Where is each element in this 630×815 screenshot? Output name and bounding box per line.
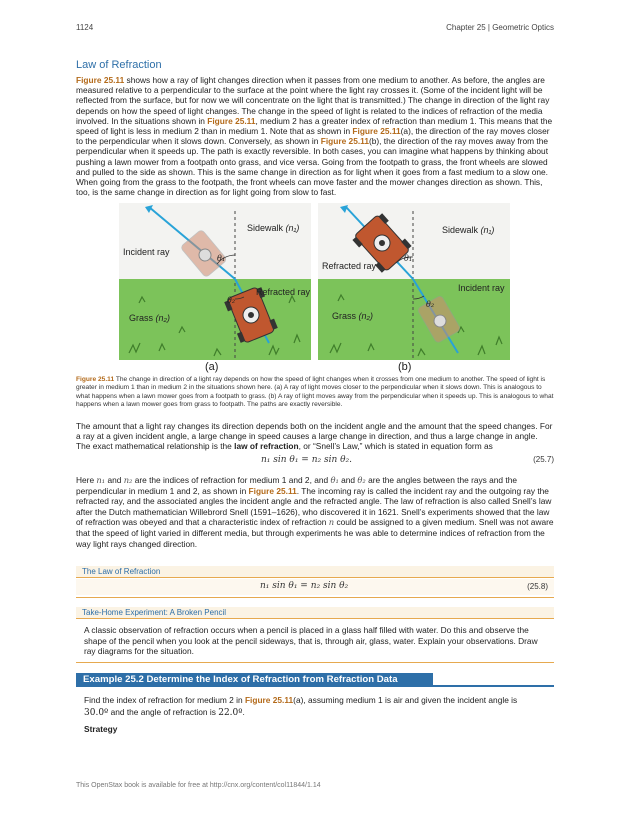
page-footer: This OpenStax book is available for free at http://cnx.org/content/col11844/1.14 (76, 782, 321, 789)
figure-link[interactable]: Figure 25.11 (244, 695, 294, 705)
example-header (76, 673, 554, 687)
figure-link[interactable]: Figure 25.11 (207, 115, 256, 126)
grass-label: Grass (n₂) (129, 313, 170, 323)
law-box-title: The Law of Refraction (76, 566, 554, 578)
theta2-label: θ₂ (227, 296, 236, 305)
strategy-heading: Strategy (84, 724, 118, 734)
theta1-label: θ₁ (217, 254, 226, 263)
section-title: Law of Refraction (76, 59, 162, 71)
example-title: Example 25.2 Determine the Index of Refraction from Refraction Data (76, 673, 433, 687)
figure-panel-b (318, 203, 510, 360)
caption-figure-ref: Figure 25.11 (76, 376, 115, 383)
incident-ray-label: Incident ray (458, 283, 505, 293)
intro-paragraph: Figure 25.11 shows how a ray of light changes direction when it passes from one medium to another. As before, the angles are measured relative to a perpendicular to the surface at the point where the light ray crosses it. (Some of the incident light will be reflected from the surface, but for now we will concentrate on the light that is transmitted.) The change in direction of the light ray depends on how the speed of light changes. The change in the speed of light is related to the indices of refraction of the media involved. In the situations shown in Figure 25.11, medium 2 has a greater index of refraction than medium 1. This means that the speed of light is less in medium 2 than in medium 1. Note that as shown in Figure 25.11(a), the direction of the ray moves closer to the perpendicular when it slows down. Conversely, as shown in Figure 25.11(b), the direction of the ray moves away from the perpendicular when it speeds up. The path is exactly reversible. In both cases, you can imagine what happens by thinking about pushing a lawn mower from a footpath onto grass, and vice versa. Going from the footpath to grass, the front wheels are slowed and pulled to the side as shown. This is the same change in direction as for light when it goes from a fast medium to a slow one. When going from the grass to the footpath, the front wheels can move faster and the mower changes direction as shown. This, too, is the same change in direction as for light going from slow to fast. (76, 75, 553, 198)
box-divider (76, 597, 554, 598)
take-home-experiment-box (76, 607, 554, 663)
grass-label: Grass (n₂) (332, 311, 373, 321)
refraction-angle-value: 22.0º (218, 708, 243, 719)
equation-text: n₁ sin θ₁ = n₂ sin θ₂. (261, 455, 353, 465)
lawn-mower-diagram-a (119, 203, 311, 360)
equation-number: (25.7) (533, 455, 554, 464)
figure-link[interactable]: Figure 25.11 (76, 75, 125, 85)
take-home-text: A classic observation of refraction occurs when a pencil is placed in a glass half filled with water. Do this and observe the shape of the pencil when you look at the pencil sideways, that is, through air, glass, water. Explain your observations. Draw ray diagrams for the situation. (84, 625, 538, 657)
equation-number: (25.8) (527, 582, 548, 591)
figure-link[interactable]: Figure 25.11 (320, 136, 369, 147)
figure-panel-a (119, 203, 311, 360)
law-of-refraction-term: law of refraction (234, 441, 299, 452)
figure-sublabel-b: (b) (398, 361, 412, 373)
lawn-mower-diagram-b (318, 203, 510, 360)
incident-angle-value: 30.0º (84, 708, 109, 719)
indices-paragraph: Here n₁ and n₂ are the indices of refraction for medium 1 and 2, and θ₁ and θ₂ are the angles between the rays and the perpendicular in medium 1 and 2, as shown in Figure 25.11. The incoming ray is called the incident ray and the outgoing ray the refracted ray, and the associated angles the incident angle and the refracted angle. The law of refraction is also called Snell’s law after the Dutch mathematician Willebrord Snell (1591–1626), who discovered it in 1621. Snell’s experiments showed that the law of refraction was obeyed and that a characteristic index of refraction n could be assigned to a given medium. Snell was not aware that the speed of light varied in different media, but through experiments he was able to determine indices of refraction from the way light rays changed direction. (76, 475, 554, 549)
snell-intro-paragraph: The amount that a light ray changes its direction depends both on the incident angle and the amount that the speed changes. For a ray at a given incident angle, a large change in speed causes a large change in direction, and thus a large change in angle. The exact mathematical relationship is the law of refraction, or “Snell’s Law,” which is stated in equation form as (76, 421, 553, 452)
incident-ray-label: Incident ray (123, 247, 170, 257)
take-home-title: Take-Home Experiment: A Broken Pencil (76, 607, 554, 619)
refracted-ray-label: Refracted ray (322, 261, 377, 271)
refracted-ray-label: Refracted ray (256, 287, 311, 297)
box-divider (76, 662, 554, 663)
figure-link[interactable]: Figure 25.11 (248, 485, 297, 496)
figure-sublabel-a: (a) (205, 361, 219, 373)
equation-text: n₁ sin θ₁ = n₂ sin θ₂ (260, 581, 349, 591)
figure-link[interactable]: Figure 25.11 (352, 126, 401, 137)
sidewalk-label: Sidewalk (n₁) (247, 223, 300, 233)
theta1-label: θ₁ (404, 254, 413, 263)
example-problem-text: Find the index of refraction for medium 2 in Figure 25.11(a), assuming medium 1 is air and given the incident angle is 30.0º and the angle of refraction is 22.0º. (84, 695, 518, 719)
theta2-label: θ₂ (426, 300, 435, 309)
sidewalk-label: Sidewalk (n₁) (442, 225, 495, 235)
figure-caption: Figure 25.11 The change in direction of a light ray depends on how the speed of light changes when it crosses from one medium to another. The speed of light is greater in medium 1 than in medium 2 in the situations shown here. (a) A ray of light moves closer to the perpendicular when it slows down. This is analogous to what happens when a lawn mower goes from a footpath to grass. (b) A ray of light moves away from the perpendicular when it speeds up. This is analogous to what happens when a lawn mower goes from grass to footpath. The paths are exactly reversible. (76, 376, 554, 408)
equation-25-8 (76, 579, 554, 595)
figure-25-11 (119, 203, 510, 360)
page-number: 1124 (76, 23, 94, 32)
chapter-title: Chapter 25 | Geometric Optics (446, 23, 554, 32)
equation-25-7 (76, 455, 554, 468)
